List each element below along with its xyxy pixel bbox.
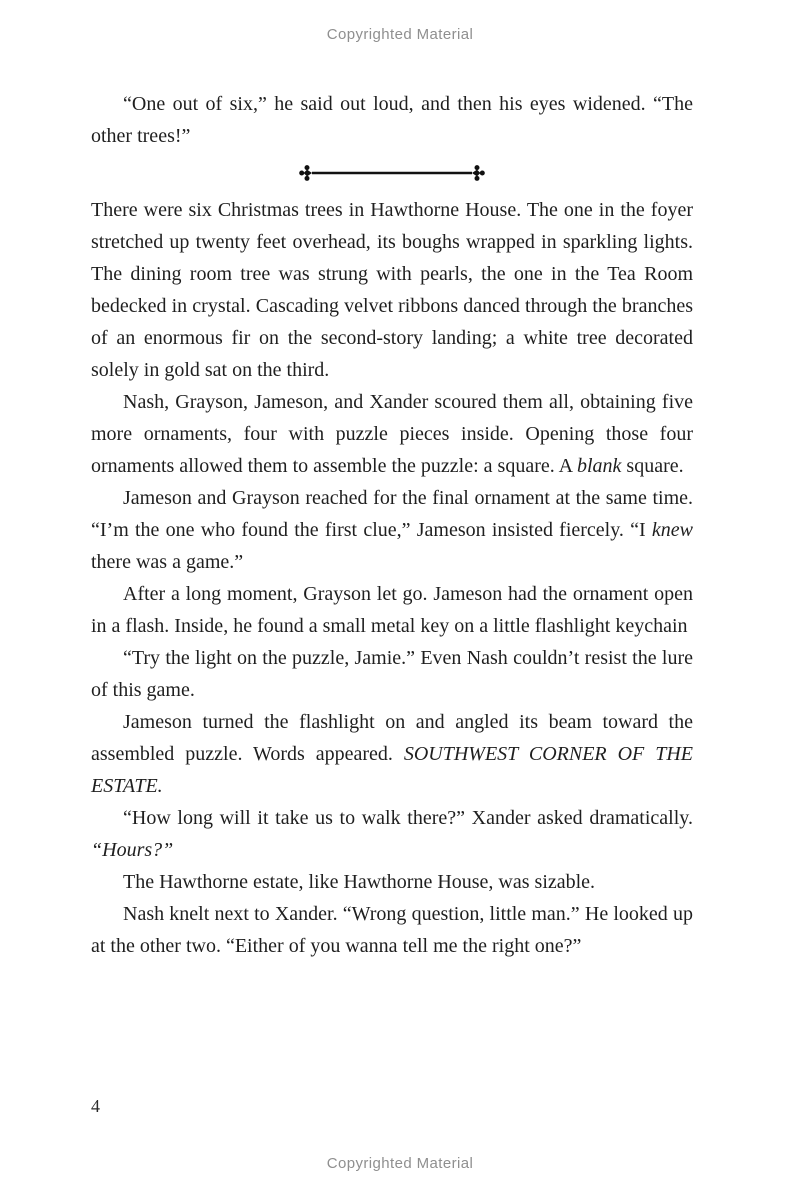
paragraph: Jameson turned the flashlight on and angled its beam toward the assembled puzzle. Words appeared. SOUTHWEST CORNER OF THE ESTATE.: [91, 711, 693, 797]
copyright-notice-bottom: Copyrighted Material: [326, 1155, 474, 1172]
page-number: 4: [91, 1096, 100, 1116]
copyright-notice-top: Copyrighted Material: [326, 26, 474, 43]
paragraph: “Try the light on the puzzle, Jamie.” Even Nash couldn’t resist the lure of this game.: [91, 647, 693, 701]
paragraph: The Hawthorne estate, like Hawthorne House, was sizable.: [123, 871, 596, 893]
paragraph: Nash knelt next to Xander. “Wrong question, little man.” He looked up at the other two. “Either of you wanna tell me the right one?”: [91, 903, 693, 957]
ornament-rule-icon: [299, 163, 485, 183]
paragraph: There were six Christmas trees in Hawthorne House. The one in the foyer stretched up twenty feet overhead, its boughs wrapped in sparkling lights. The dining room tree was strung with pearls, the one in the Tea Room bedecked in crystal. Cascading velvet ribbons danced through the branches of an enormous fir on the second-story landing; a white tree decorated solely in gold sat on the third.: [91, 199, 693, 381]
body-text: [91, 88, 693, 962]
section-divider: [91, 152, 693, 194]
paragraph: “One out of six,” he said out loud, and then his eyes widened. “The other trees!”: [91, 93, 693, 147]
paragraph: After a long moment, Grayson let go. Jameson had the ornament open in a flash. Inside, he found a small metal key on a little flashlight keychain: [91, 583, 693, 637]
paragraph: “How long will it take us to walk there?” Xander asked dramatically. “Hours?”: [91, 807, 693, 861]
paragraph: Nash, Grayson, Jameson, and Xander scoured them all, obtaining five more ornaments, four with puzzle pieces inside. Opening those four ornaments allowed them to assemble the puzzle: a square. A blank square.: [91, 391, 693, 477]
paragraph: Jameson and Grayson reached for the final ornament at the same time. “I’m the one who found the first clue,” Jameson insisted fiercely. “I knew there was a game.”: [91, 487, 693, 573]
